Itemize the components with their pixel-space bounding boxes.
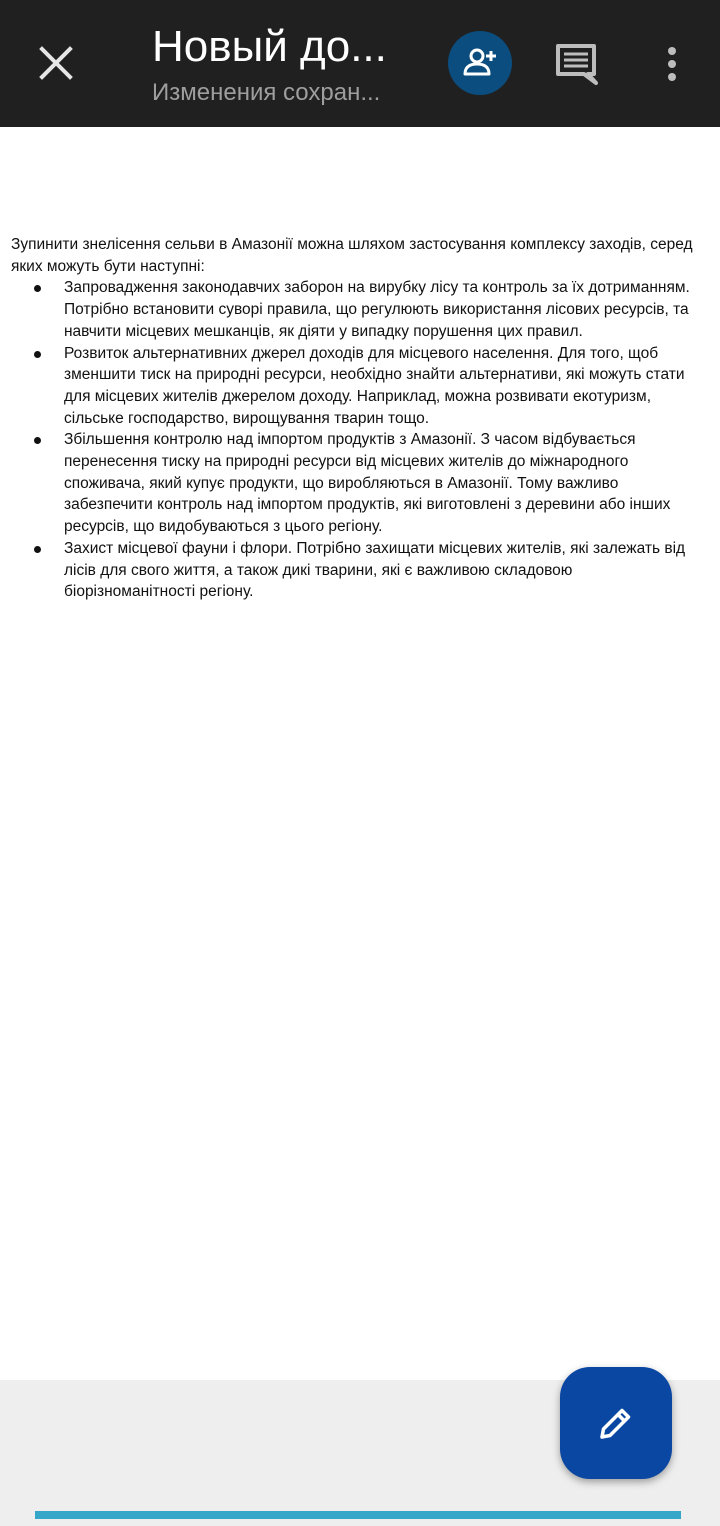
more-vert-icon (666, 46, 678, 82)
bullet-icon (34, 437, 41, 444)
save-status: Изменения сохран... (152, 79, 381, 106)
close-icon (39, 46, 73, 80)
bullet-icon (34, 351, 41, 358)
list-item (64, 343, 701, 430)
share-button[interactable] (448, 31, 512, 95)
more-options-button[interactable] (648, 38, 696, 90)
person-add-icon (462, 45, 498, 81)
document-title[interactable]: Новый до... (152, 22, 387, 71)
list-item-text: Захист місцевої фауни і флори. Потрібно захищати місцевих жителів, які залежать від лісів для свого життя, а також дикі тварини, які є важливою складовою біорізноманітності регіону. (64, 539, 686, 601)
list-item-text: Розвиток альтернативних джерел доходів для місцевого населення. Для того, щоб зменшити тиск на природні ресурси, необхідно знайти альтернативи, які можуть стати для місцевих жителів джерелом доходу. Наприклад, можна розвивати екотуризм, сільське господарство, вирощування тварин тощо. (64, 344, 685, 427)
bullet-icon (34, 285, 41, 292)
progress-bar (35, 1511, 681, 1519)
comment-button[interactable] (550, 38, 602, 90)
measures-list (11, 277, 701, 603)
list-item-text: Запровадження законодавчих заборон на вирубку лісу та контроль за їх дотриманням. Потрібно встановити суворі правила, що регулюють використання лісових ресурсів, та навчити місцевих мешканців, як діяти у випадку порушення цих правил. (64, 279, 690, 340)
bullet-icon (34, 546, 41, 553)
close-button[interactable] (26, 33, 86, 93)
progress-bar-fill (35, 1511, 681, 1519)
intro-paragraph: Зупинити знелісення сельви в Амазонії можна шляхом застосування комплексу заходів, серед яких можуть бути наступні: (11, 236, 693, 275)
list-item (64, 429, 701, 538)
list-item (64, 277, 701, 342)
list-item (64, 538, 701, 603)
comment-icon (554, 42, 598, 86)
pencil-icon (596, 1403, 636, 1443)
edit-fab-button[interactable] (560, 1367, 672, 1479)
list-item-text: Збільшення контролю над імпортом продуктів з Амазонії. З часом відбувається перенесення тиску на природні ресурси від місцевих жителів до міжнародного споживача, який купує продукти, що виробляються в Амазонії. Тому важливо забезпечити контроль над імпортом продуктів, які виготовлені з деревини або інших ресурсів, що видобуваються з цього регіону. (64, 431, 671, 536)
top-app-bar (0, 0, 720, 127)
document-body[interactable] (11, 234, 701, 603)
